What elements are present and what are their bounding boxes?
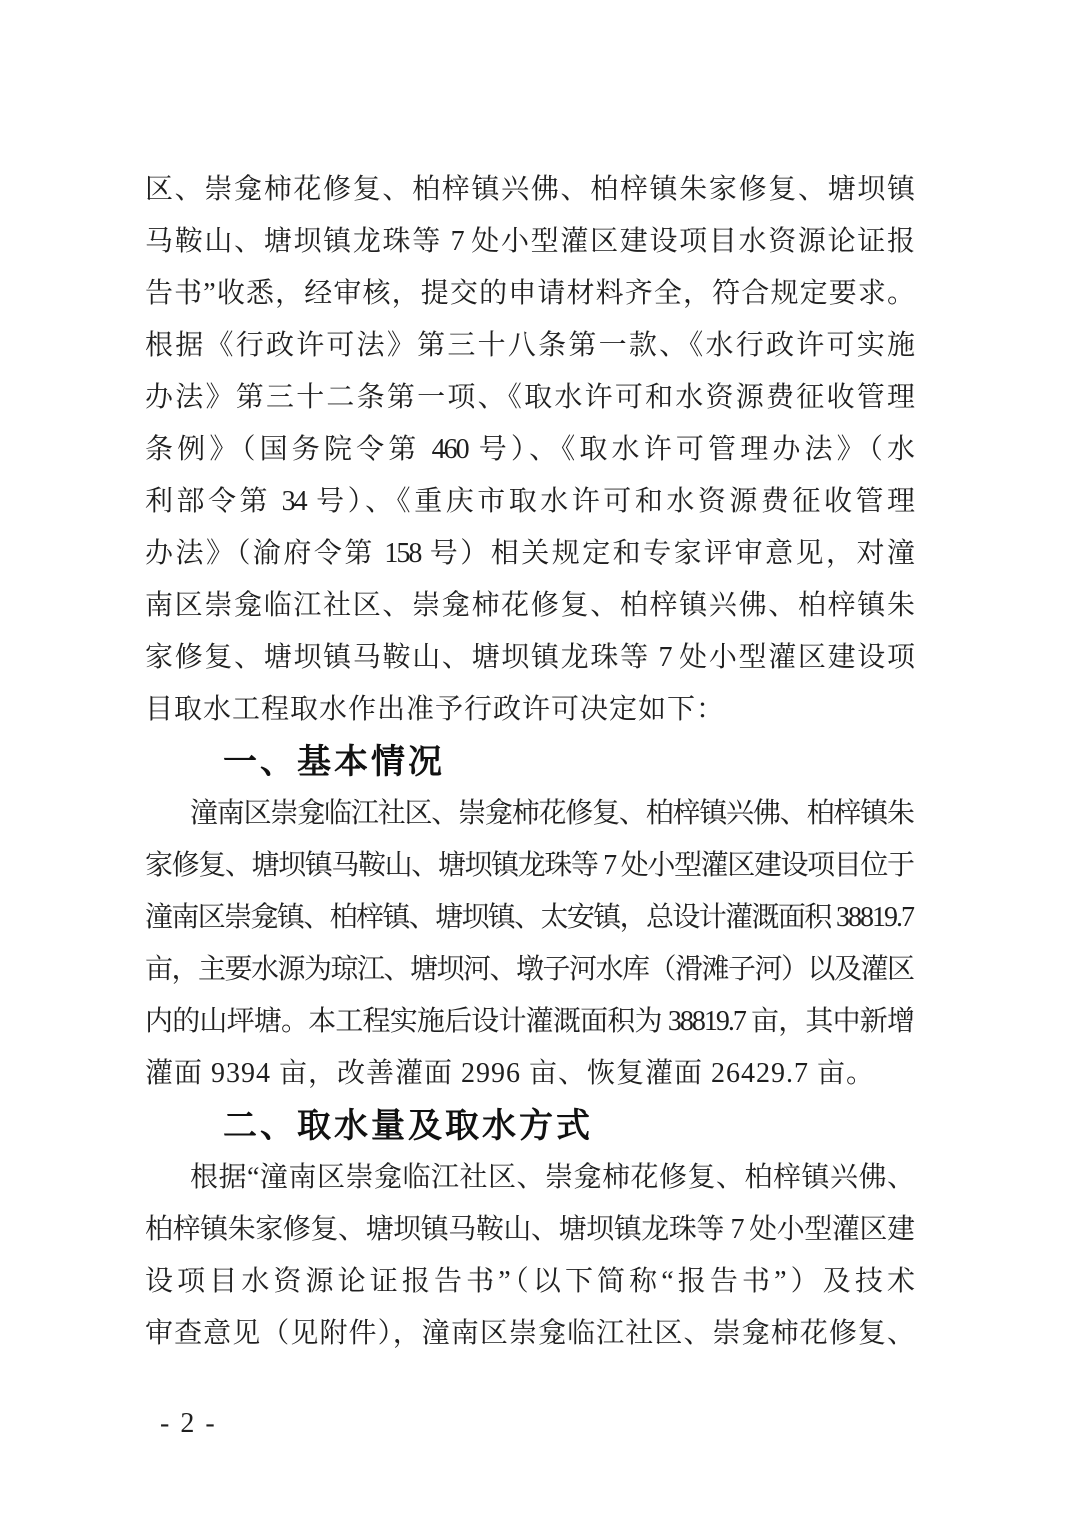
page-number: - 2 -: [160, 1408, 217, 1439]
body-line: 马鞍山、塘坝镇龙珠等 7 处小型灌区建设项目水资源论证报: [145, 226, 913, 257]
body-line: 利部令第 34 号）、《重庆市取水许可和水资源费征收管理: [145, 486, 913, 517]
body-line: 亩，主要水源为琼江、塘坝河、墩子河水库（滑滩子河）以及灌区: [145, 954, 913, 985]
section-heading-basic-info: 一、基本情况: [223, 743, 445, 781]
body-line: 根据《行政许可法》第三十八条第一款、《水行政许可实施: [145, 330, 913, 361]
body-line: 家修复、塘坝镇马鞍山、塘坝镇龙珠等 7 处小型灌区建设项目位于: [145, 850, 913, 881]
body-line: 南区崇龛临江社区、崇龛柿花修复、柏梓镇兴佛、柏梓镇朱: [145, 590, 913, 621]
body-line: 内的山坪塘。本工程实施后设计灌溉面积为 38819.7 亩，其中新增: [145, 1006, 913, 1037]
section-heading-water-intake: 二、取水量及取水方式: [223, 1107, 593, 1145]
body-line: 区、崇龛柿花修复、柏梓镇兴佛、柏梓镇朱家修复、塘坝镇: [145, 174, 913, 205]
body-line: 潼南区崇龛镇、柏梓镇、塘坝镇、太安镇，总设计灌溉面积 38819.7: [145, 902, 913, 933]
body-line: 设项目水资源论证报告书”（以下简称“报告书”）及技术: [145, 1266, 913, 1297]
body-line: 告书”收悉，经审核，提交的申请材料齐全，符合规定要求。: [145, 278, 913, 309]
body-line: 灌面 9394 亩，改善灌面 2996 亩、恢复灌面 26429.7 亩。: [145, 1058, 876, 1089]
body-line: 家修复、塘坝镇马鞍山、塘坝镇龙珠等 7 处小型灌区建设项: [145, 642, 913, 673]
body-line: 根据“潼南区崇龛临江社区、崇龛柿花修复、柏梓镇兴佛、: [190, 1162, 913, 1193]
document-body: [145, 164, 913, 1360]
body-line: 目取水工程取水作出准予行政许可决定如下：: [145, 694, 726, 725]
body-line: 办法》（渝府令第 158 号）相关规定和专家评审意见，对潼: [145, 538, 913, 569]
body-line: 条例》（国务院令第 460 号）、《取水许可管理办法》（水: [145, 434, 913, 465]
body-line: 办法》第三十二条第一项、《取水许可和水资源费征收管理: [145, 382, 913, 413]
body-line: 审查意见（见附件），潼南区崇龛临江社区、崇龛柿花修复、: [145, 1318, 913, 1349]
body-line: 柏梓镇朱家修复、塘坝镇马鞍山、塘坝镇龙珠等 7 处小型灌区建: [145, 1214, 913, 1245]
body-line: 潼南区崇龛临江社区、崇龛柿花修复、柏梓镇兴佛、柏梓镇朱: [190, 798, 913, 829]
